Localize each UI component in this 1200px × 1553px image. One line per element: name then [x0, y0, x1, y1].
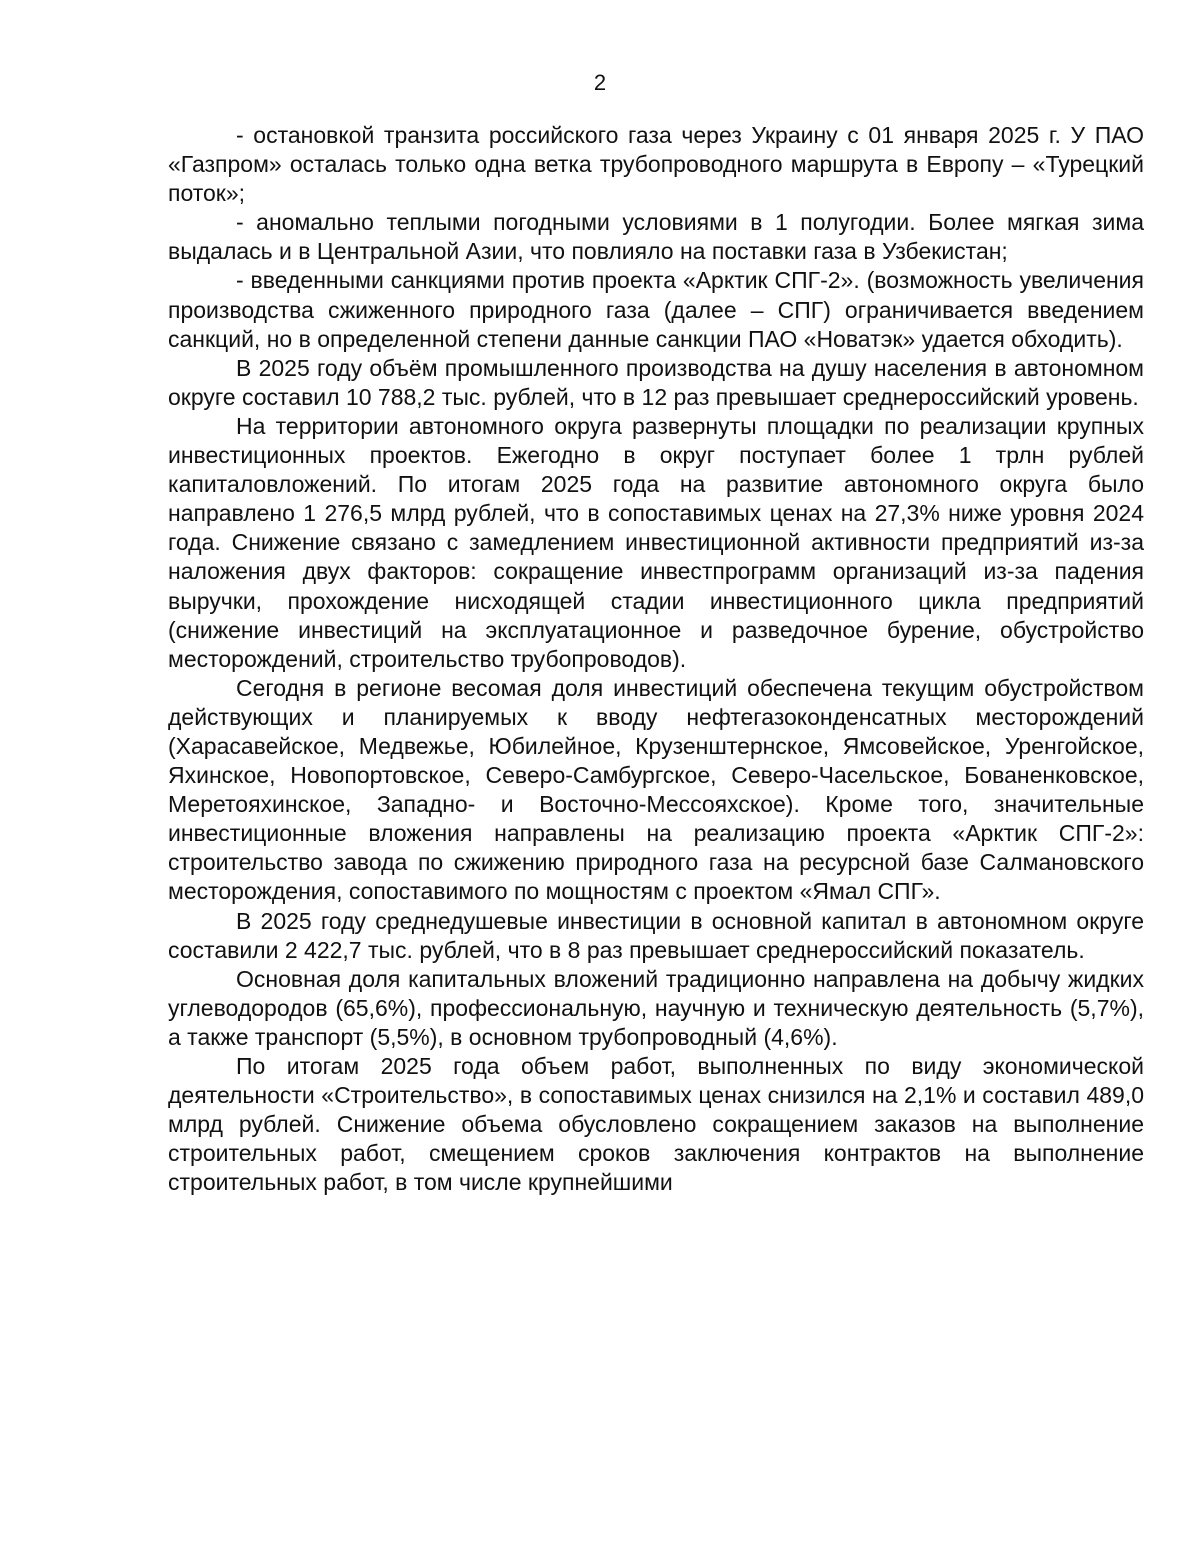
- page-number: 2: [593, 70, 607, 95]
- document-body: [168, 121, 1144, 1197]
- paragraph-gas-transit-stop: - остановкой транзита российского газа через Украину с 01 января 2025 г. У ПАО «Газпром» осталась только одна ветка трубопроводного маршрута в Европу – «Турецкий поток»;: [168, 122, 1144, 207]
- paragraph-warm-weather: - аномально теплыми погодными условиями в 1 полугодии. Более мягкая зима выдалась и в Центральной Азии, что повлияло на поставки газа в Узбекистан;: [168, 209, 1144, 265]
- paragraph-construction: По итогам 2025 года объем работ, выполненных по виду экономической деятельности «Строительство», в сопоставимых ценах снизился на 2,1% и составил 489,0 млрд рублей. Снижение объема обусловлено сокращением заказов на выполнение строительных работ, смещением сроков заключения контрактов на выполнение строительных работ, в том числе крупнейшими: [168, 1053, 1144, 1196]
- paragraph-oil-gas-fields: Сегодня в регионе весомая доля инвестиций обеспечена текущим обустройством действующих и планируемых к вводу нефтегазоконденсатных месторождений (Харасавейское, Медвежье, Юбилейное, Крузенштернское, Ямсовейское, Уренгойское, Яхинское, Новопортовское, Северо-Самбургское, Северо-Часельское, Бованенковское, Меретояхинское, Западно- и Восточно-Мессояхское). Кроме того, значительные инвестиционные вложения направлены на реализацию проекта «Арктик СПГ-2»: строительство завода по сжижению природного газа на ресурсной базе Салмановского месторождения, сопоставимого по мощностям с проектом «Ямал СПГ».: [168, 674, 1144, 905]
- paragraph-sanctions: - введенными санкциями против проекта «Арктик СПГ-2». (возможность увеличения производства сжиженного природного газа (далее – СПГ) ограничивается введением санкций, но в определенной степени данные санкции ПАО «Новатэк» удается обходить).: [168, 267, 1144, 352]
- paragraph-capital-investment-structure: Основная доля капитальных вложений традиционно направлена на добычу жидких углеводородов (65,6%), профессиональную, научную и техническую деятельность (5,7%), а также транспорт (5,5%), в основном трубопроводный (4,6%).: [168, 965, 1144, 1050]
- paragraph-industrial-production: В 2025 году объём промышленного производства на душу населения в автономном округе составил 10 788,2 тыс. рублей, что в 12 раз превышает среднероссийский уровень.: [168, 354, 1144, 410]
- paragraph-per-capita-investment: В 2025 году среднедушевые инвестиции в основной капитал в автономном округе составили 2 422,7 тыс. рублей, что в 8 раз превышает среднероссийский показатель.: [168, 907, 1144, 963]
- paragraph-investment-projects: На территории автономного округа развернуты площадки по реализации крупных инвестиционных проектов. Ежегодно в округ поступает более 1 трлн рублей капиталовложений. По итогам 2025 года на развитие автономного округа было направлено 1 276,5 млрд рублей, что в сопоставимых ценах на 27,3% ниже уровня 2024 года. Снижение связано с замедлением инвестиционной активности предприятий из-за наложения двух факторов: сокращение инвестпрограмм организаций из-за падения выручки, прохождение нисходящей стадии инвестиционного цикла предприятий (снижение инвестиций на эксплуатационное и разведочное бурение, обустройство месторождений, строительство трубопроводов).: [168, 412, 1144, 672]
